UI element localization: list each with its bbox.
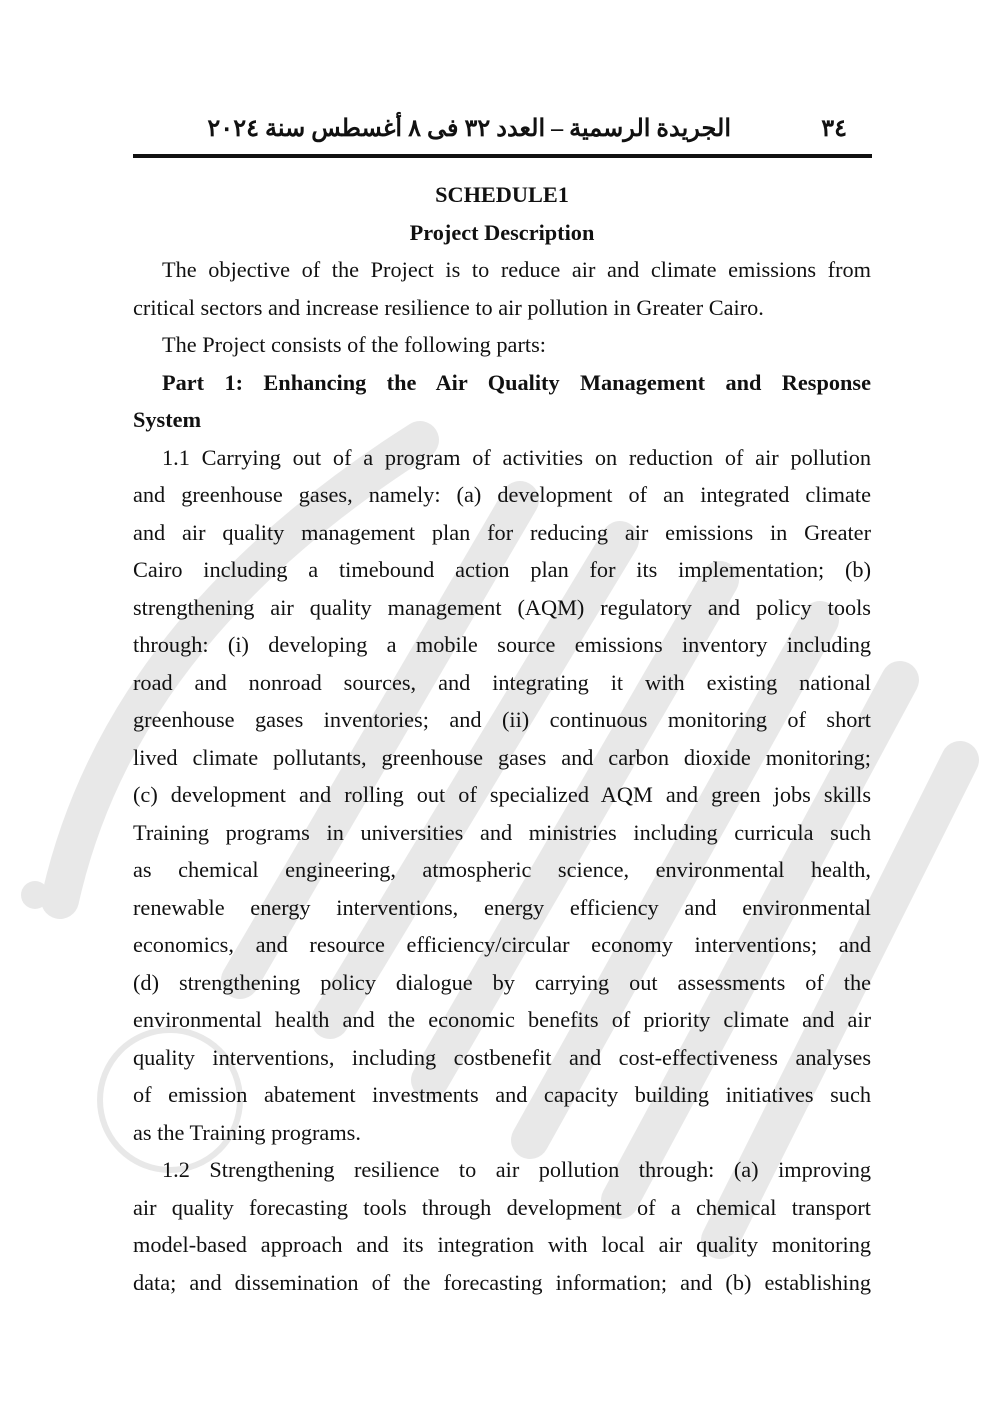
section-title: Project Description <box>409 219 595 245</box>
paragraph <box>133 1151 871 1301</box>
paragraph <box>133 326 871 364</box>
text-line: and air quality management plan for reducing air emissions in Greater <box>133 519 871 545</box>
header-rule <box>133 154 872 158</box>
page-number: ٣٤ <box>821 116 847 142</box>
gazette-title: الجريدة الرسمية – العدد ٣٢ فى ٨ أغسطس سنة ٢٠٢٤ <box>207 116 731 142</box>
schedule-title: SCHEDULE1 <box>435 182 569 207</box>
text-line: The objective of the Project is to reduce air and climate emissions from <box>162 257 871 282</box>
text-line: through: (i) developing a mobile source emissions inventory including <box>133 632 871 657</box>
text-line: of emission abatement investments and capacity building initiatives such <box>133 1082 871 1107</box>
text-line: System <box>133 407 202 432</box>
text-line: lived climate pollutants, greenhouse gases and carbon dioxide monitoring; <box>133 744 871 770</box>
text-line: (c) development and rolling out of specialized AQM and green jobs skills <box>133 782 871 807</box>
text-line: 1.1 Carrying out of a program of activities on reduction of air pollution <box>162 444 871 470</box>
text-line: Part 1: Enhancing the Air Quality Management and Response <box>162 369 871 395</box>
text-line: data; and dissemination of the forecasting information; and (b) establishing <box>133 1269 871 1295</box>
part-heading <box>133 364 871 439</box>
text-line: environmental health and the economic benefits of priority climate and air <box>133 1007 871 1032</box>
text-line: economics, and resource efficiency/circular economy interventions; and <box>133 932 871 957</box>
text-line: renewable energy interventions, energy efficiency and environmental <box>133 894 871 920</box>
text-line: critical sectors and increase resilience to air pollution in Greater Cairo. <box>133 294 764 320</box>
text-line: quality interventions, including costbenefit and cost-effectiveness analyses <box>133 1044 871 1070</box>
text-line: as chemical engineering, atmospheric science, environmental health, <box>133 857 871 882</box>
text-line: Training programs in universities and ministries including curricula such <box>133 819 871 845</box>
paragraph <box>133 251 871 326</box>
text-line: model-based approach and its integration with local air quality monitoring <box>133 1232 871 1257</box>
text-line: air quality forecasting tools through development of a chemical transport <box>133 1194 871 1220</box>
paragraph <box>133 439 871 1152</box>
text-line: as the Training programs. <box>133 1119 361 1145</box>
text-line: Cairo including a timebound action plan for its implementation; (b) <box>133 557 871 582</box>
text-line: (d) strengthening policy dialogue by carrying out assessments of the <box>133 969 871 995</box>
text-line: road and nonroad sources, and integrating it with existing national <box>133 669 871 695</box>
document-body <box>133 176 871 1301</box>
text-line: greenhouse gases inventories; and (ii) continuous monitoring of short <box>133 707 871 732</box>
text-line: and greenhouse gases, namely: (a) development of an integrated climate <box>133 482 871 507</box>
gazette-header <box>133 108 871 148</box>
text-line: strengthening air quality management (AQM) regulatory and policy tools <box>133 594 871 620</box>
text-line: 1.2 Strengthening resilience to air pollution through: (a) improving <box>162 1157 871 1182</box>
text-line: The Project consists of the following parts: <box>162 332 546 357</box>
